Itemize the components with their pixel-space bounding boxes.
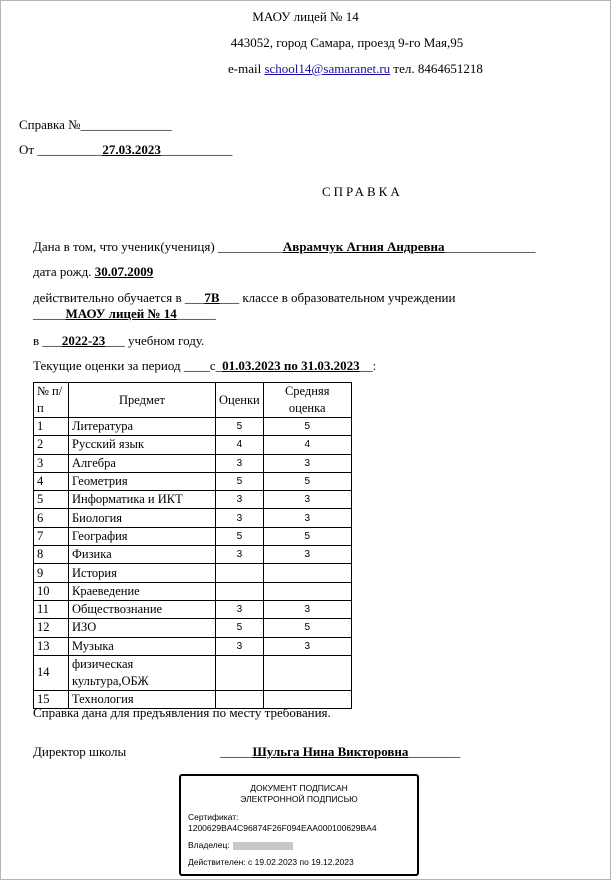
row-number: 7 [34,527,69,545]
email-label: e-mail [228,61,265,76]
row-number: 14 [34,655,69,690]
row-number: 15 [34,690,69,708]
grades-table [33,382,352,709]
row-subject: Русский язык [69,436,216,454]
row-subject: Музыка [69,637,216,655]
class-prefix: действительно обучается в ___ [33,290,205,305]
period-prefix: Текущие оценки за период ____с_ [33,358,223,373]
student-line [33,239,536,255]
row-number: 4 [34,472,69,490]
director-line [220,744,460,760]
row-grade: 5 [216,418,264,436]
table-row [34,564,352,582]
table-header-row [34,383,352,418]
table-row [34,637,352,655]
email-link[interactable]: school14@samaranet.ru [264,61,391,76]
year-prefix: в ___ [33,333,62,348]
director-label: Директор школы [33,744,127,759]
dob-line [33,264,153,280]
cert-date-post: ___________ [160,142,233,157]
stamp-header [181,783,417,805]
row-subject: ИЗО [69,619,216,637]
school-line [33,306,216,322]
cert-date-line [19,142,232,158]
table-row [34,655,352,690]
row-number: 12 [34,619,69,637]
school-name: МАОУ лицей № 14 [65,306,177,321]
row-subject: Обществознание [69,600,216,618]
row-grade: 5 [216,527,264,545]
row-average [263,582,351,600]
row-grade: 3 [216,509,264,527]
row-number: 13 [34,637,69,655]
col-header-average: Средняя оценка [263,383,351,418]
stamp-cert-label: Сертификат: [188,812,239,822]
row-average: 3 [263,454,351,472]
row-subject: История [69,564,216,582]
table-row [34,491,352,509]
row-number: 11 [34,600,69,618]
cert-number-label: Справка № [19,117,81,132]
row-grade: 3 [216,491,264,509]
row-grade: 3 [216,637,264,655]
row-number: 8 [34,546,69,564]
row-average: 3 [263,491,351,509]
row-subject: Физика [69,546,216,564]
redacted-owner [233,842,293,850]
row-grade: 3 [216,546,264,564]
school-prefix: _____ [33,306,66,321]
table-row [34,472,352,490]
cert-date-label: От [19,142,38,157]
row-number: 3 [34,454,69,472]
table-row [34,509,352,527]
row-grade: 5 [216,472,264,490]
school-suffix: ______ [176,306,216,321]
cert-date: 27.03.2023 [102,142,161,157]
row-average: 3 [263,546,351,564]
row-number: 10 [34,582,69,600]
stamp-valid: Действителен: с 19.02.2023 по 19.12.2023 [188,857,354,867]
stamp-owner [188,840,293,850]
row-subject: Информатика и ИКТ [69,491,216,509]
stamp-owner-label: Владелец: [188,840,230,850]
year-value: 2022-23 [61,333,106,348]
student-suffix: ______________ [444,239,536,254]
row-average: 5 [263,619,351,637]
year-line [33,333,204,349]
row-subject: Технология [69,690,216,708]
phone: тел. 8464651218 [390,61,483,76]
period-suffix: __: [359,358,377,373]
year-suffix: ___ учебном году. [105,333,205,348]
row-average: 3 [263,600,351,618]
row-number: 1 [34,418,69,436]
org-name: МАОУ лицей № 14 [252,9,359,24]
contacts-line [228,61,483,77]
table-row [34,582,352,600]
stamp-cert-value: 1200629BA4C96874F26F094EAA000100629BA4 [188,823,377,833]
row-number: 6 [34,509,69,527]
row-average: 5 [263,418,351,436]
row-grade: 4 [216,436,264,454]
stamp-line2: ЭЛЕКТРОННОЙ ПОДПИСЬЮ [240,794,358,804]
row-subject: Литература [69,418,216,436]
row-subject: Геометрия [69,472,216,490]
row-grade: 5 [216,619,264,637]
col-header-subject: Предмет [69,383,216,418]
stamp-line1: ДОКУМЕНТ ПОДПИСАН [250,783,348,793]
table-row [34,527,352,545]
row-grade: 3 [216,454,264,472]
row-average: 4 [263,436,351,454]
purpose-text: Справка дана для предъявления по месту требования. [33,705,331,720]
table-row [34,619,352,637]
row-average: 3 [263,637,351,655]
row-number: 2 [34,436,69,454]
table-row [34,454,352,472]
student-name: Аврамчук Агния Андревна [282,239,445,254]
table-row [34,436,352,454]
row-average: 3 [263,509,351,527]
doc-title: СПРАВКА [322,184,403,199]
row-number: 5 [34,491,69,509]
row-grade [216,655,264,690]
director-prefix: _____ [220,744,253,759]
row-grade [216,582,264,600]
table-row [34,546,352,564]
director-suffix: ________ [408,744,461,759]
row-subject: физическая культура,ОБЖ [69,655,216,690]
class-line [33,290,455,306]
org-address: 443052, город Самара, проезд 9-го Мая,95 [230,35,464,50]
row-average [263,564,351,582]
row-subject: Биология [69,509,216,527]
dob-label: дата рожд. [33,264,95,279]
student-prefix: Дана в том, что ученик(учениця) __________ [33,239,283,254]
row-average: 5 [263,527,351,545]
row-subject: Алгебра [69,454,216,472]
period-line [33,358,376,374]
row-subject: География [69,527,216,545]
dob-value: 30.07.2009 [94,264,154,279]
table-row [34,600,352,618]
cert-number-blank: ______________ [80,117,172,132]
row-grade: 3 [216,600,264,618]
period-value: 01.03.2023 по 31.03.2023 [222,358,360,373]
row-number: 9 [34,564,69,582]
e-signature-stamp [179,774,419,876]
cert-number-line [19,117,172,133]
row-average: 5 [263,472,351,490]
cert-date-pre: __________ [37,142,103,157]
class-value: 7В [204,290,220,305]
col-header-grades: Оценки [216,383,264,418]
table-row [34,418,352,436]
class-suffix: ___ классе в образовательном учреждении [219,290,456,305]
col-header-number: № п/п [34,383,69,418]
director-name: Шульга Нина Викторовна [252,744,409,759]
row-grade [216,564,264,582]
row-subject: Краеведение [69,582,216,600]
row-average [263,655,351,690]
